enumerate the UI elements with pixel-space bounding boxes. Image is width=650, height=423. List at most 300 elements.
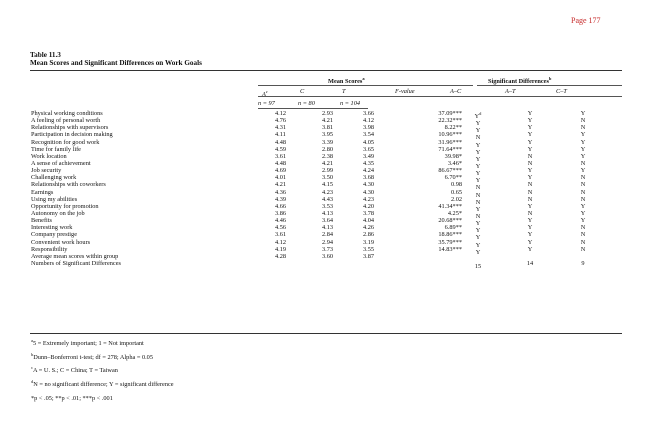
cell-f-value-text: 37.09*** (438, 110, 462, 117)
cell-c (322, 203, 333, 210)
cell-f-value-text: 31.96*** (438, 138, 462, 146)
cell-a (275, 203, 286, 210)
cell-c-text: 3.64 (322, 217, 334, 225)
cell-ct (575, 174, 591, 181)
cell-at-text: Y (527, 124, 533, 132)
cell-f-value (395, 210, 462, 217)
cell-c-text: 2.80 (322, 145, 334, 153)
cell-ct (575, 217, 591, 224)
cell-c (322, 231, 333, 238)
cell-at-text: Y (527, 117, 533, 125)
cell-ct-text: N (580, 174, 586, 182)
cell-f-value-text: 10.96*** (438, 131, 462, 139)
cell-ct-text: Y (580, 131, 586, 139)
cell-f-value (395, 167, 462, 174)
cell-a-text: 4.59 (275, 145, 287, 153)
cell-c (322, 124, 333, 131)
cell-at (522, 117, 538, 124)
cell-c-text: 4.13 (322, 209, 334, 217)
cell-f-value (395, 231, 462, 238)
cell-ac-text: N (475, 134, 481, 142)
note-text: Dunn–Bonferroni t-test; df = 278; Alpha = 0.05 (33, 353, 153, 361)
row-label (31, 117, 100, 124)
cell-ct-text: Y (580, 145, 586, 153)
row-label-text: Time for family life (31, 145, 81, 153)
cell-a (275, 110, 286, 117)
cell-ct (575, 131, 591, 138)
cell-c-text: 2.93 (322, 110, 334, 117)
cell-t (363, 189, 374, 196)
cell-f-value (395, 174, 462, 181)
col-header-rule (258, 96, 622, 97)
cell-f-value-text: 0.98 (450, 181, 462, 189)
cell-c-text: 4.13 (322, 224, 334, 232)
row-label (31, 131, 113, 138)
cell-at-text: Y (527, 174, 533, 182)
cell-c (322, 146, 333, 153)
cell-a-text: 4.11 (275, 131, 286, 139)
cell-at (522, 203, 538, 210)
cell-t (363, 231, 374, 238)
cell-t-text: 3.78 (363, 209, 375, 217)
cell-f-value (395, 160, 462, 167)
cell-ac-text: Y (475, 248, 481, 256)
cell-a-text: 4.01 (275, 174, 287, 182)
table-note (31, 350, 174, 364)
cell-ac-sup: d (479, 111, 482, 116)
cell-t-text: 3.68 (363, 174, 375, 182)
row-label (31, 260, 121, 267)
cell-ct-text: Y (580, 217, 586, 225)
cell-ct-text: N (580, 159, 586, 167)
cell-a-text: 3.61 (275, 231, 287, 239)
row-label (31, 189, 53, 196)
cell-ct (575, 196, 591, 203)
cell-ct (575, 139, 591, 146)
cell-c-text: 4.23 (322, 188, 334, 196)
cell-f-value-text: 4.25* (447, 209, 462, 217)
row-label-text: Average mean scores within group (31, 252, 119, 260)
sig-diff-sup: b (548, 76, 552, 81)
cell-at (522, 110, 538, 117)
row-label-text: Physical working conditions (31, 110, 103, 117)
cell-at (522, 189, 538, 196)
cell-at-text: N (527, 159, 533, 167)
cell-at (522, 160, 538, 167)
cell-c-text: 2.38 (322, 152, 334, 160)
cell-at (522, 153, 538, 160)
col-header-at: A–T (505, 88, 516, 95)
sample-size-c: n = 80 (298, 100, 315, 107)
cell-t (363, 167, 374, 174)
cell-t (363, 253, 374, 260)
row-label-text: Convenient work hours (31, 238, 91, 246)
row-label-text: Recognition for good work (31, 138, 100, 146)
cell-at (522, 124, 538, 131)
table-row (0, 259, 650, 271)
cell-a-text: 4.39 (275, 195, 287, 203)
table-row (0, 253, 650, 260)
row-label (31, 231, 77, 238)
cell-at (522, 217, 538, 224)
cell-t (363, 110, 374, 117)
cell-t (363, 131, 374, 138)
cell-c-text: 2.84 (322, 231, 334, 239)
cell-t (363, 246, 374, 253)
row-label-text: A sense of achievement (31, 159, 91, 167)
note-text: 5 = Extremely important; 1 = Not important (33, 340, 144, 348)
cell-ct (575, 160, 591, 167)
cell-a (275, 224, 286, 231)
row-label-text: Responsibility (31, 245, 68, 253)
cell-ct-text: N (580, 195, 586, 203)
cell-ct-text: N (580, 231, 586, 239)
cell-at-text: Y (527, 202, 533, 210)
cell-c (322, 117, 333, 124)
cell-f-value-text: 6.89** (444, 224, 462, 232)
cell-ct-text: N (580, 117, 586, 125)
row-label-text: A feeling of personal worth (31, 117, 101, 125)
cell-at (522, 224, 538, 231)
cell-c-text: 4.43 (322, 195, 334, 203)
col-header-ac: A–C (450, 88, 462, 95)
row-label (31, 203, 99, 210)
table-number: Table 11.3 (30, 51, 61, 59)
cell-t (363, 146, 374, 153)
cell-t-text: 4.24 (363, 167, 375, 175)
cell-t (363, 174, 374, 181)
cell-c (322, 139, 333, 146)
cell-ac-text: Y (475, 227, 481, 235)
note-marker: d (31, 379, 34, 385)
cell-a-text: 4.69 (275, 167, 287, 175)
cell-c-text: 3.95 (322, 131, 334, 139)
cell-a-text: 4.21 (275, 181, 287, 189)
cell-t (363, 181, 374, 188)
note-marker: c (31, 365, 33, 371)
cell-t (363, 196, 374, 203)
cell-ct (575, 189, 591, 196)
table-note (31, 377, 174, 391)
cell-at-text: Y (527, 145, 533, 153)
cell-c (322, 189, 333, 196)
cell-ct-text: Y (580, 152, 586, 160)
cell-f-value (395, 246, 462, 253)
cell-ac (470, 260, 486, 270)
cell-c-text: 4.21 (322, 159, 334, 167)
row-label-text: Interesting work (31, 224, 73, 232)
cell-c (322, 246, 333, 253)
mean-scores-label: Mean Scores (328, 78, 363, 86)
sig-diff-header (488, 75, 551, 85)
cell-c-text: 3.81 (322, 124, 334, 132)
row-label-text: Using my abilities (31, 195, 78, 203)
cell-at (522, 196, 538, 203)
cell-t (363, 160, 374, 167)
cell-ct (575, 110, 591, 117)
row-label-text: Relationships with coworkers (31, 181, 106, 189)
row-label-text: Participation in decision making (31, 131, 113, 139)
cell-a-text: 4.46 (275, 217, 287, 225)
cell-ct (575, 203, 591, 210)
cell-a-text: 4.12 (275, 110, 287, 117)
col-a-sup: c (265, 89, 268, 94)
cell-at-text: Y (527, 110, 533, 117)
cell-at (522, 239, 538, 246)
cell-f-value (395, 181, 462, 188)
cell-ct-text: Y (580, 202, 586, 210)
cell-c (322, 196, 333, 203)
cell-ac-text: Y (475, 127, 481, 135)
cell-f-value-text: 22.32*** (438, 117, 462, 125)
cell-f-value (395, 131, 462, 138)
cell-ac-text: Y (475, 220, 481, 228)
cell-at (522, 246, 538, 253)
cell-c-text: 2.94 (322, 238, 334, 246)
cell-c (322, 153, 333, 160)
row-label (31, 239, 90, 246)
cell-ct (575, 124, 591, 131)
cell-c (322, 181, 333, 188)
cell-a (275, 189, 286, 196)
row-label (31, 210, 85, 217)
cell-ct (575, 146, 591, 153)
row-label-text: Earnings (31, 188, 54, 196)
cell-t-text: 4.30 (363, 188, 375, 196)
cell-ac-text: Y (475, 155, 481, 163)
cell-a-text: 3.61 (275, 152, 287, 160)
cell-c (322, 224, 333, 231)
row-label (31, 174, 76, 181)
cell-a (275, 124, 286, 131)
row-label-text: Challenging work (31, 174, 77, 182)
cell-f-value (395, 139, 462, 146)
cell-t (363, 203, 374, 210)
cell-f-value (395, 124, 462, 131)
cell-c (322, 217, 333, 224)
cell-t-text: 3.65 (363, 145, 375, 153)
cell-ac-text: Y (474, 113, 480, 121)
cell-a (275, 181, 286, 188)
table-body (0, 110, 650, 271)
cell-ct (575, 224, 591, 231)
sample-size-rule (258, 108, 368, 109)
cell-t-text: 3.66 (363, 110, 375, 117)
cell-f-value-text: 14.83*** (438, 245, 462, 253)
cell-ct (575, 181, 591, 188)
cell-a-text: 4.48 (275, 159, 287, 167)
cell-a (275, 160, 286, 167)
cell-at-text: Y (527, 167, 533, 175)
cell-at (522, 260, 538, 267)
note-text: N = no significant difference; Y = significant difference (33, 381, 174, 389)
cell-f-value (395, 217, 462, 224)
table-note (31, 391, 174, 405)
row-label (31, 196, 77, 203)
cell-ac-text: Y (475, 120, 481, 128)
note-text: A = U. S.; C = China; T = Taiwan (33, 367, 118, 375)
cell-f-value-text: 18.86*** (438, 231, 462, 239)
cell-ct-text: N (580, 224, 586, 232)
row-label-text: Company prestige (31, 231, 77, 239)
cell-t-text: 3.19 (363, 238, 375, 246)
cell-c (322, 160, 333, 167)
cell-at-text: Y (527, 224, 533, 232)
cell-t (363, 153, 374, 160)
cell-t (363, 224, 374, 231)
cell-f-value (395, 196, 462, 203)
cell-t-text: 4.04 (363, 217, 375, 225)
cell-ac-text: N (475, 213, 481, 221)
col-header-ct: C–T (556, 88, 567, 95)
mean-scores-sup: a (362, 76, 365, 81)
cell-at-text: N (527, 209, 533, 217)
row-label-text: Work location (31, 152, 67, 160)
cell-ct (575, 210, 591, 217)
cell-ct-text: N (580, 181, 586, 189)
sig-group-rule (477, 85, 622, 86)
row-label (31, 160, 91, 167)
cell-ct-text: 9 (581, 259, 585, 267)
cell-a (275, 253, 286, 260)
cell-at-text: Y (527, 238, 533, 246)
cell-c (322, 110, 333, 117)
cell-a (275, 139, 286, 146)
cell-a-text: 4.56 (275, 224, 287, 232)
cell-f-value (395, 146, 462, 153)
mean-scores-header (328, 75, 365, 85)
cell-ac-text: Y (475, 141, 481, 149)
cell-a-text: 4.19 (275, 245, 287, 253)
cell-f-value-text: 2.02 (450, 195, 462, 203)
cell-f-value-text: 41.34*** (438, 202, 462, 210)
cell-ct-text: Y (580, 138, 586, 146)
cell-t (363, 124, 374, 131)
cell-ct-text: N (580, 124, 586, 132)
cell-t-text: 4.05 (363, 138, 375, 146)
cell-a (275, 239, 286, 246)
cell-f-value-text: 71.64*** (438, 145, 462, 153)
cell-t-text: 4.30 (363, 181, 375, 189)
row-label (31, 153, 67, 160)
row-label (31, 167, 61, 174)
cell-a (275, 117, 286, 124)
cell-a-text: 3.86 (275, 209, 287, 217)
cell-at (522, 181, 538, 188)
table-caption (30, 51, 202, 67)
cell-c-text: 3.73 (322, 245, 334, 253)
cell-at-text: N (527, 188, 533, 196)
cell-c-text: 2.99 (322, 167, 334, 175)
cell-t-text: 4.35 (363, 159, 375, 167)
table-notes (31, 336, 174, 404)
cell-t-text: 3.54 (363, 131, 375, 139)
table-note (31, 363, 174, 377)
row-label (31, 124, 108, 131)
cell-c-text: 3.53 (322, 202, 334, 210)
cell-a (275, 246, 286, 253)
cell-at (522, 139, 538, 146)
cell-c-text: 3.60 (322, 252, 334, 260)
cell-t-text: 4.20 (363, 202, 375, 210)
cell-ct (575, 167, 591, 174)
cell-f-value (395, 203, 462, 210)
cell-a-text: 4.28 (275, 252, 287, 260)
cell-at-text: Y (527, 138, 533, 146)
cell-at-text: Y (527, 131, 533, 139)
cell-at (522, 167, 538, 174)
cell-ac-text: Y (475, 177, 481, 185)
cell-at (522, 146, 538, 153)
cell-a (275, 153, 286, 160)
cell-at-text: N (527, 181, 533, 189)
cell-f-value (395, 110, 462, 117)
cell-at (522, 231, 538, 238)
cell-a (275, 217, 286, 224)
cell-f-value-text: 8.22** (444, 124, 462, 132)
cell-f-value-text: 0.65 (450, 188, 462, 196)
cell-at (522, 210, 538, 217)
cell-t (363, 139, 374, 146)
cell-c (322, 174, 333, 181)
cell-t (363, 239, 374, 246)
cell-f-value-text: 3.46* (447, 159, 462, 167)
cell-ac-text: Y (475, 205, 481, 213)
cell-ct-text: Y (580, 167, 586, 175)
cell-c (322, 167, 333, 174)
row-label (31, 146, 81, 153)
cell-ac-text: Y (475, 170, 481, 178)
cell-t-text: 3.49 (363, 152, 375, 160)
row-label-text: Numbers of Significant Differences (31, 259, 121, 267)
cell-ct-text: N (580, 238, 586, 246)
cell-at-text: N (527, 195, 533, 203)
cell-ct (575, 239, 591, 246)
cell-at-text: 14 (526, 259, 534, 267)
cell-at-text: Y (527, 245, 533, 253)
cell-ct (575, 117, 591, 124)
row-label-text: Autonomy on the job (31, 209, 85, 217)
cell-a-text: 4.12 (275, 238, 287, 246)
row-label-text: Job security (31, 167, 62, 175)
cell-ac-text: Y (475, 234, 481, 242)
sample-size-a: n = 97 (258, 100, 275, 107)
cell-f-value-text: 35.79*** (438, 238, 462, 246)
cell-ac-text: N (475, 191, 481, 199)
cell-a-text: 4.66 (275, 202, 287, 210)
cell-t-text: 2.86 (363, 231, 375, 239)
cell-f-value (395, 117, 462, 124)
col-header-f: F-value (395, 88, 415, 95)
col-header-t: T (342, 88, 346, 95)
cell-f-value (395, 224, 462, 231)
sig-diff-label: Significant Differences (488, 78, 549, 86)
cell-f-value-text: 39.98* (444, 152, 462, 160)
cell-at (522, 174, 538, 181)
row-label (31, 253, 118, 260)
cell-c-text: 4.21 (322, 117, 334, 125)
cell-ct-text: Y (580, 209, 586, 217)
row-label-text: Relationships with supervisors (31, 124, 109, 132)
cell-ct (575, 246, 591, 253)
note-marker: a (31, 338, 33, 343)
cell-f-value-text: 86.67*** (438, 167, 462, 175)
cell-a-text: 4.31 (275, 124, 287, 132)
cell-ac-text: N (475, 184, 481, 192)
cell-a (275, 210, 286, 217)
cell-ac-text: Y (475, 148, 481, 156)
cell-c (322, 239, 333, 246)
